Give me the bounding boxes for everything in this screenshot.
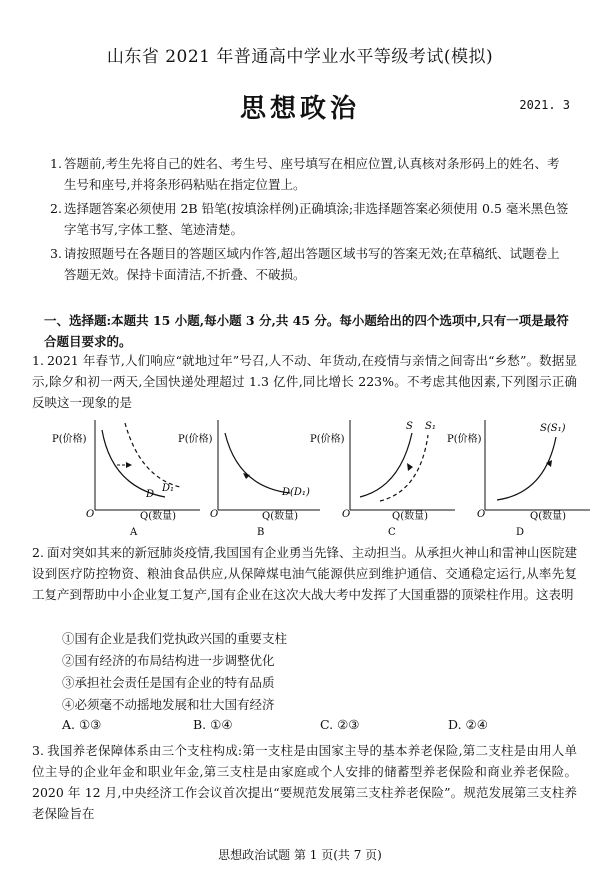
shift-arrow [407,463,413,471]
statement-2: ②国有经济的布局结构进一步调整优化 [62,653,275,668]
origin-label: O [477,509,486,520]
graph-letter: A [130,527,138,538]
q1-graphs [0,415,600,540]
question-text: 2021 年春节,人们响应“就地过年”号召,人不动、年货动,在疫情与亲情之间寄出“乡愁”。数据显示,除夕和初一两天,全国快递处理超过 1.3 亿件,同比增长 223%。不考虑其他因素,下列图示正确反映这一现象的是 [32,353,577,410]
page-footer: 思想政治试题 第 1 页(共 7 页) [218,848,382,862]
curve-label: S(S₁) [540,423,566,434]
notice-text: 答题前,考生先将自己的姓名、考生号、座号填写在相应位置,认真核对条形码上的姓名、考生号和座号,并将条形码粘贴在指定位置上。 [64,156,560,192]
supply-curve [497,437,556,500]
curve-label: S₁ [425,421,436,432]
graph-letter: B [257,527,265,538]
y-axis-label: P(价格) [178,434,213,445]
x-axis-label: Q(数量) [140,511,177,522]
section-heading: 一、选择题:本题共 15 小题,每小题 3 分,共 45 分。每小题给出的四个选项中,只有一项是最符合题目要求的。 [44,313,569,349]
notice-text: 请按照题号在各题目的答题区域内作答,超出答题区域书写的答案无效;在草稿纸、试题卷上答题无效。保持卡面清洁,不折叠、不破损。 [64,246,560,282]
exam-date: 2021. 3 [519,98,570,112]
choice-c: C. ②③ [320,717,360,732]
curve-label: D [146,489,155,500]
notice-number: 1. [50,156,62,171]
question-2 [32,542,577,605]
statement-1: ①国有企业是我们党执政兴国的重要支柱 [62,631,288,646]
y-axis-label: P(价格) [310,434,345,445]
question-text: 面对突如其来的新冠肺炎疫情,我国国有企业勇当先锋、主动担当。从承担火神山和雷神山医院建设到医疗防控物资、粮油食品供应,从保障煤电油气能源供应到维护通信、交通稳定运行,从率先复工复产到帮助中小企业复工复产,国有企业在这次大战大考中发挥了大国重器的顶梁柱作用。这表明 [32,545,577,602]
graph-letter: D [516,527,525,538]
x-axis-label: Q(数量) [262,511,299,522]
origin-label: O [86,509,95,520]
subject-title: 思想政治 [239,94,360,124]
question-1 [32,350,577,413]
question-number: 3. [32,743,44,758]
notice-number: 3. [50,246,62,261]
y-axis-label: P(价格) [447,434,482,445]
y-axis-label: P(价格) [52,434,87,445]
origin-label: O [342,509,351,520]
x-axis-label: Q(数量) [392,511,429,522]
choice-a: A. ①③ [62,717,102,732]
supply-curve-s [360,433,412,497]
notice-2 [50,198,569,240]
x-axis-label: Q(数量) [530,511,567,522]
statement-4: ④必须毫不动摇地发展和壮大国有经济 [62,697,275,712]
graph-letter: C [388,527,396,538]
notice-text: 选择题答案必须使用 2B 铅笔(按填涂样例)正确填涂;非选择题答案必须使用 0.5 毫米黑色签字笔书写,字体工整、笔迹清楚。 [64,201,569,237]
notice-number: 2. [50,201,62,216]
curve-label: S [406,421,413,432]
demand-curve [225,433,290,493]
notice-1 [50,153,569,195]
choice-d: D. ②④ [448,717,488,732]
demand-curve-d [102,430,165,497]
exam-title: 山东省 2021 年普通高中学业水平等级考试(模拟) [106,47,494,67]
graph-d [447,420,590,538]
question-number: 2. [32,545,44,560]
notice-3 [50,243,569,285]
graph-b [178,420,320,538]
curve-label: D₁ [162,483,175,494]
supply-curve-s1 [380,435,428,501]
question-text: 我国养老保障体系由三个支柱构成:第一支柱是由国家主导的基本养老保险,第二支柱是由用人单位主导的企业年金和职业年金,第三支柱是由家庭或个人安排的储蓄型养老保险和商业养老保险。2020 年 12 月,中央经济工作会议首次提出“要规范发展第三支柱养老保险”。规范发展第三支柱养老保险旨在 [32,743,577,821]
choice-b: B. ①④ [193,717,233,732]
curve-label: D(D₁) [282,487,310,498]
graph-c [310,420,455,538]
question-3 [32,740,577,824]
question-number: 1. [32,353,44,368]
origin-label: O [210,509,219,520]
statement-3: ③承担社会责任是国有企业的特有品质 [62,675,275,690]
demand-curve-d1 [125,423,180,487]
